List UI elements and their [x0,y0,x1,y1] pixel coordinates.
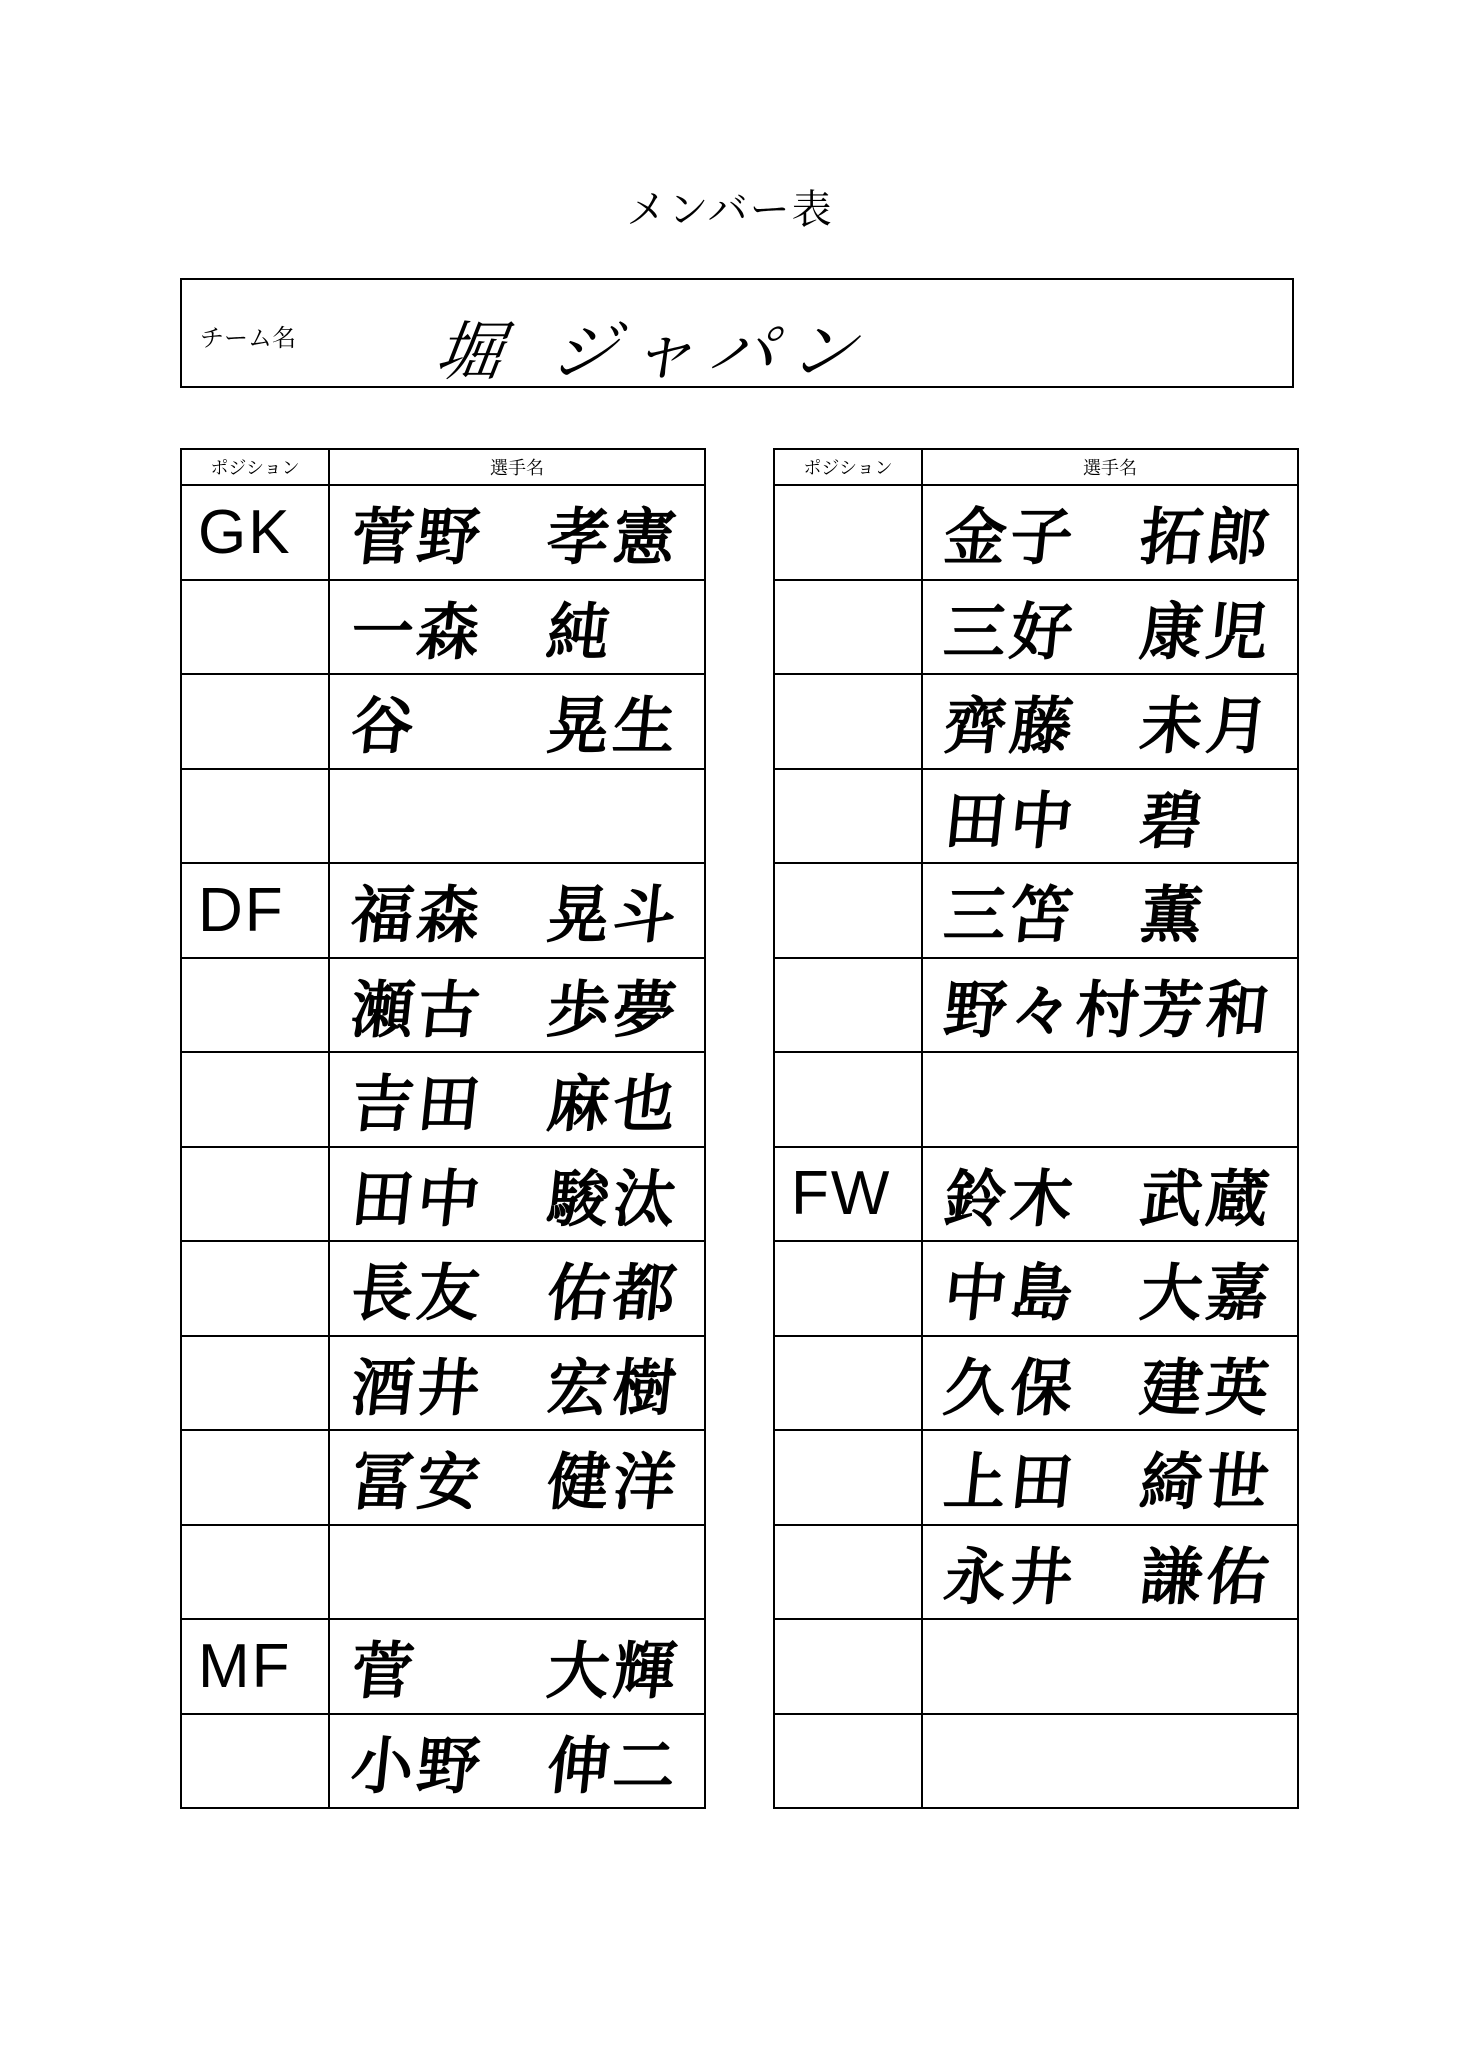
roster-row [181,958,705,1053]
player-surname: 三好 [940,595,1081,669]
player-given-name: 大輝 [543,1634,684,1708]
position-cell [181,769,329,864]
position-cell: FW [774,1147,922,1242]
position-cell [774,580,922,675]
player-given-name: 武蔵 [1136,1162,1277,1236]
roster-row [774,1619,1298,1714]
position-cell [774,1430,922,1525]
player-surname: 金子 [940,500,1081,574]
roster-row [774,1430,1298,1525]
roster-row [774,769,1298,864]
player-surname: 長友 [347,1256,488,1330]
player-name-cell [329,1241,705,1336]
player-given-name: 未月 [1136,689,1277,763]
position-cell [181,1147,329,1242]
roster-row [181,863,705,958]
player-name-cell [329,1147,705,1242]
player-given-name: 孝憲 [543,500,684,574]
player-surname: 冨安 [347,1445,488,1519]
player-name-cell [329,1714,705,1809]
roster-row [181,769,705,864]
position-cell [181,1714,329,1809]
roster-row [181,1052,705,1147]
player-given-name: 謙佑 [1136,1540,1277,1614]
player-name-cell [329,1052,705,1147]
player-given-name: 歩夢 [543,973,684,1047]
player-given-name: 健洋 [543,1445,684,1519]
player-name-cell [329,769,705,864]
position-header: ポジション [181,449,329,485]
roster-row [181,485,705,580]
player-surname: 吉田 [347,1067,488,1141]
player-given-name: 駿汰 [543,1162,684,1236]
roster-row [181,674,705,769]
player-surname: 久保 [940,1351,1081,1425]
position-cell [774,674,922,769]
position-cell [774,1336,922,1431]
player-surname: 一森 [347,595,488,669]
player-given-name: 晃生 [543,689,684,763]
player-given-name: 康児 [1136,595,1277,669]
roster-row [181,1430,705,1525]
player-given-name: 綺世 [1136,1445,1277,1519]
player-surname: 瀬古 [347,973,488,1047]
position-cell [181,958,329,1053]
player-surname: 齊藤 [940,689,1081,763]
player-given-name: 建英 [1136,1351,1277,1425]
position-cell [181,1430,329,1525]
player-name-cell [329,485,705,580]
player-name-cell [922,1147,1298,1242]
team-name-value: 堀 ジャパン [430,313,876,390]
position-cell [774,769,922,864]
position-cell [774,863,922,958]
player-name-header: 選手名 [329,449,705,485]
roster-row [181,1147,705,1242]
player-name-cell [922,863,1298,958]
player-name-cell [922,1052,1298,1147]
player-name-cell [329,863,705,958]
roster-row [774,1336,1298,1431]
roster-row [774,958,1298,1053]
player-name-cell [922,1336,1298,1431]
page-title: メンバー表 [626,187,834,233]
player-surname: 三笘 [940,878,1081,952]
player-given-name: 薫 [1136,878,1211,952]
position-cell [181,580,329,675]
roster-row [774,485,1298,580]
roster-row [774,674,1298,769]
roster-row [181,1525,705,1620]
player-surname: 小野 [347,1729,488,1803]
player-given-name: 碧 [1136,784,1211,858]
roster-row [181,580,705,675]
roster-row [774,1241,1298,1336]
player-given-name: 佑都 [543,1256,684,1330]
position-cell [181,1052,329,1147]
player-name-cell [329,674,705,769]
player-name-cell [922,1525,1298,1620]
position-cell [181,1336,329,1431]
position-cell [774,1525,922,1620]
position-cell: MF [181,1619,329,1714]
player-given-name: 芳和 [1136,973,1277,1047]
player-surname: 酒井 [347,1351,488,1425]
roster-row [181,1336,705,1431]
player-name-cell [922,1714,1298,1809]
player-given-name: 宏樹 [543,1351,684,1425]
position-cell [774,958,922,1053]
position-cell [181,1525,329,1620]
position-cell [774,1714,922,1809]
player-given-name: 伸二 [543,1729,684,1803]
player-name-cell [329,958,705,1053]
player-name-cell [329,1336,705,1431]
player-name-cell [329,580,705,675]
player-name-cell [922,958,1298,1053]
roster-table-left [180,448,706,1809]
player-name-header: 選手名 [922,449,1298,485]
roster-row [774,1525,1298,1620]
position-cell [774,485,922,580]
player-surname: 谷 [347,689,422,763]
player-given-name: 大嘉 [1136,1256,1277,1330]
player-name-cell [922,1430,1298,1525]
player-name-cell [922,674,1298,769]
player-surname: 野々村 [940,973,1147,1047]
position-cell [774,1619,922,1714]
player-surname: 菅 [347,1634,422,1708]
position-cell [181,1241,329,1336]
position-cell [774,1241,922,1336]
player-name-cell [922,769,1298,864]
roster-row [774,1147,1298,1242]
player-surname: 田中 [940,784,1081,858]
position-cell: GK [181,485,329,580]
position-cell [774,1052,922,1147]
team-name-label: チーム名 [200,324,296,352]
position-cell [181,674,329,769]
player-given-name: 麻也 [543,1067,684,1141]
position-cell: DF [181,863,329,958]
player-name-cell [922,580,1298,675]
player-surname: 上田 [940,1445,1081,1519]
player-given-name: 晃斗 [543,878,684,952]
player-surname: 福森 [347,878,488,952]
roster-row [774,863,1298,958]
player-name-cell [329,1525,705,1620]
player-given-name: 純 [543,595,618,669]
player-given-name: 拓郎 [1136,500,1277,574]
team-name-box [180,278,1294,388]
player-name-cell [922,1619,1298,1714]
roster-row [181,1714,705,1809]
player-surname: 中島 [940,1256,1081,1330]
player-surname: 菅野 [347,500,488,574]
player-name-cell [922,1241,1298,1336]
roster-table-right [773,448,1299,1809]
player-surname: 鈴木 [940,1162,1081,1236]
roster-row [774,1714,1298,1809]
player-name-cell [329,1619,705,1714]
roster-row [181,1619,705,1714]
player-name-cell [329,1430,705,1525]
player-surname: 田中 [347,1162,488,1236]
position-header: ポジション [774,449,922,485]
roster-row [181,1241,705,1336]
roster-row [774,1052,1298,1147]
player-name-cell [922,485,1298,580]
player-surname: 永井 [940,1540,1081,1614]
roster-row [774,580,1298,675]
